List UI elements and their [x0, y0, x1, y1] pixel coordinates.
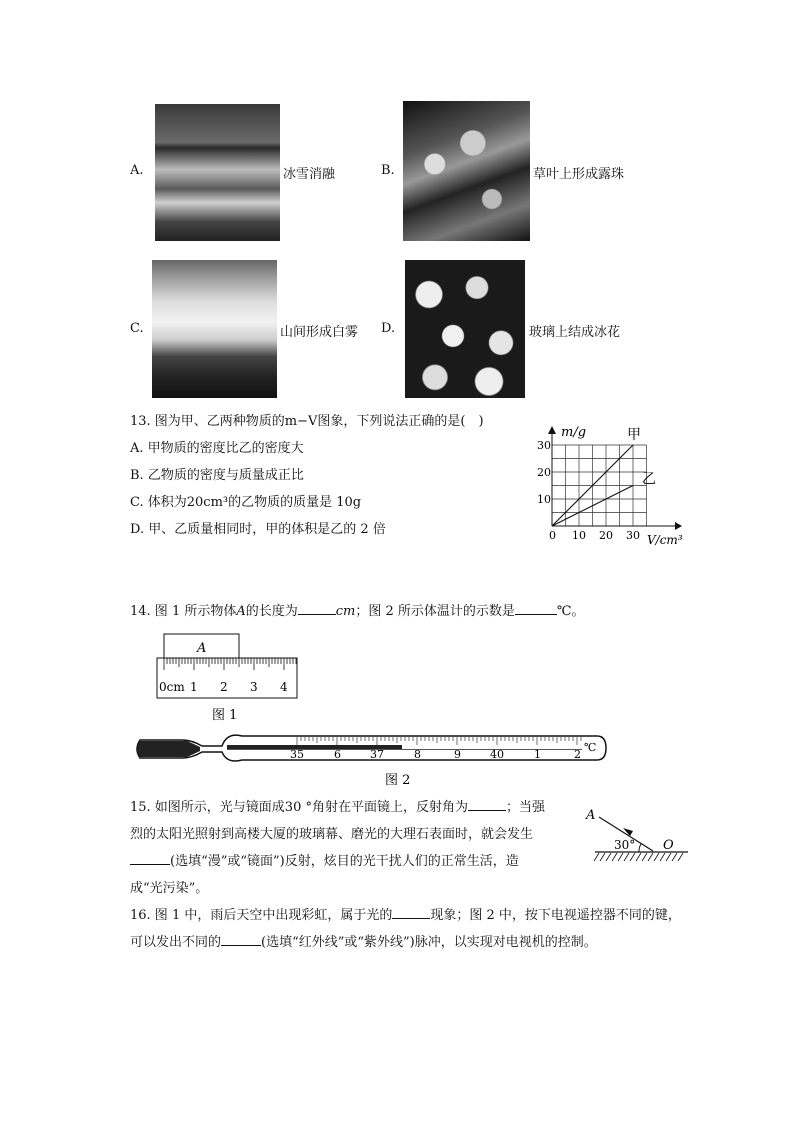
y-axis-arrow — [548, 426, 556, 434]
angle-arc — [639, 844, 641, 852]
figure-1-caption: 图 1 — [212, 708, 238, 723]
hatch-line — [630, 853, 635, 861]
point-a-label: A — [586, 808, 596, 823]
q14-var-a: A — [236, 604, 246, 619]
q14-temperature-blank[interactable] — [515, 602, 557, 615]
y-tick-label: 10 — [537, 493, 551, 506]
x-axis-label: V/cm³ — [647, 533, 683, 547]
option-caption: 山间形成白雾 — [280, 325, 359, 340]
figure-2-caption: 图 2 — [385, 773, 411, 788]
hatch-line — [672, 853, 677, 861]
q15-text-3b: (选填“漫”或“镜面”)反射，炫目的光干扰人们的正常生活，造 — [170, 854, 519, 869]
angle-label: 30° — [614, 838, 636, 852]
thermometer-figure — [132, 728, 610, 790]
hatch-line — [654, 853, 659, 861]
q13-option-a: A. 甲物质的密度比乙的密度大 — [130, 441, 304, 456]
hatch-line — [636, 853, 641, 861]
q14-stem — [130, 602, 584, 622]
melting-snow-photo — [155, 104, 280, 241]
hatch-line — [618, 853, 623, 861]
q15-text-1: 15. 如图所示，光与镜面成30 °角射在平面镜上，反射角为 — [130, 800, 468, 815]
q14-text-3: ；图 2 所示体温计的示数是 — [355, 604, 515, 619]
ruler-label: 3 — [250, 680, 258, 694]
option-caption: 冰雪消融 — [283, 167, 336, 182]
q16-text-1a: 16. 图 1 中，雨后天空中出现彩虹，属于光的 — [130, 908, 393, 923]
q14-text-2: 的长度为 — [245, 604, 298, 619]
thermometer-label: 6 — [334, 748, 341, 761]
hatch-line — [594, 853, 599, 861]
q14-text-4: ℃。 — [556, 604, 585, 619]
q13-option-d: D. 甲、乙质量相同时，甲的体积是乙的 2 倍 — [130, 522, 386, 537]
option-letter: C. — [130, 321, 144, 336]
m-v-graph — [535, 418, 710, 553]
q15-line-1 — [130, 798, 545, 818]
mirror-hatching — [594, 853, 683, 861]
q15-line-2: 烈的太阳光照射到高楼大厦的玻璃幕、磨光的大理石表面时，就会发生 — [130, 827, 534, 842]
q15-reflection-type-blank[interactable] — [130, 852, 170, 865]
option-letter: A. — [130, 163, 144, 178]
option-letter: D. — [381, 321, 396, 336]
x-axis-arrow — [675, 522, 682, 530]
ruler-label: 4 — [280, 680, 288, 694]
q15-text-1b: ；当强 — [505, 800, 545, 815]
q14-unit: cm — [335, 604, 356, 619]
thermometer-label: 1 — [534, 748, 541, 761]
x-tick-label: 30 — [626, 529, 640, 542]
thermometer-label: 8 — [414, 748, 421, 761]
frost-flowers-photo — [405, 260, 525, 398]
q16-text-1b: 现象；图 2 中，按下电视遥控器不同的键， — [430, 908, 681, 923]
series-label-yi: 乙 — [642, 471, 656, 488]
q15-line-3 — [130, 852, 519, 872]
q15-line-4: 成“光污染”。 — [130, 881, 209, 896]
q16-text-2a: 可以发出不同的 — [130, 935, 222, 950]
thermometer-label: 40 — [490, 748, 504, 761]
q16-phenomenon-blank[interactable] — [392, 906, 430, 919]
x-tick-label: 10 — [572, 529, 586, 542]
q13-option-c: C. 体积为20cm³的乙物质的质量是 10g — [130, 495, 362, 510]
q14-length-blank[interactable] — [298, 602, 336, 615]
thermometer-label: 37 — [370, 748, 384, 761]
hatch-line — [642, 853, 647, 861]
q15-reflection-angle-blank[interactable] — [468, 798, 506, 811]
hatch-line — [666, 853, 671, 861]
hatch-line — [606, 853, 611, 861]
point-o-label: O — [663, 838, 674, 853]
q14-text-1: 14. 图 1 所示物体 — [130, 604, 237, 619]
y-axis-label: m/g — [561, 425, 587, 440]
option-caption: 玻璃上结成冰花 — [529, 325, 621, 340]
mirror-diagram — [583, 803, 693, 873]
thermometer-unit: ℃ — [584, 741, 597, 754]
q16-line-2 — [130, 933, 597, 953]
q13-stem: 13. 图为甲、乙两种物质的m−V图象，下列说法正确的是( ) — [130, 414, 484, 429]
x-tick-label: 20 — [599, 529, 613, 542]
hatch-line — [600, 853, 605, 861]
thermometer-label: 35 — [290, 748, 304, 761]
mountain-fog-photo — [152, 260, 277, 398]
q16-ray-type-blank[interactable] — [221, 933, 261, 946]
hatch-line — [624, 853, 629, 861]
thermometer-label: 9 — [454, 748, 461, 761]
option-caption: 草叶上形成露珠 — [533, 167, 625, 182]
q13-option-b: B. 乙物质的密度与质量成正比 — [130, 468, 304, 483]
option-letter: B. — [381, 163, 395, 178]
ruler-label: 2 — [220, 680, 228, 694]
hatch-line — [648, 853, 653, 861]
hatch-line — [660, 853, 665, 861]
dew-on-leaf-photo — [403, 101, 530, 241]
object-a-label: A — [197, 641, 207, 656]
origin-label: 0 — [549, 529, 556, 542]
thermometer-label: 2 — [574, 748, 581, 761]
series-label-jia: 甲 — [627, 427, 641, 443]
hatch-line — [678, 853, 683, 861]
ruler-label: 1 — [190, 680, 198, 694]
q16-line-1 — [130, 906, 681, 926]
hatch-line — [612, 853, 617, 861]
y-tick-label: 20 — [537, 466, 551, 479]
thermometer-bulb — [138, 741, 201, 757]
ruler-label: 0cm — [159, 680, 185, 694]
q16-text-2b: (选填“红外线”或“紫外线”)脉冲，以实现对电视机的控制。 — [261, 935, 597, 950]
ruler-figure — [150, 630, 310, 725]
capillary-tube — [227, 749, 582, 750]
y-tick-label: 30 — [537, 439, 551, 452]
